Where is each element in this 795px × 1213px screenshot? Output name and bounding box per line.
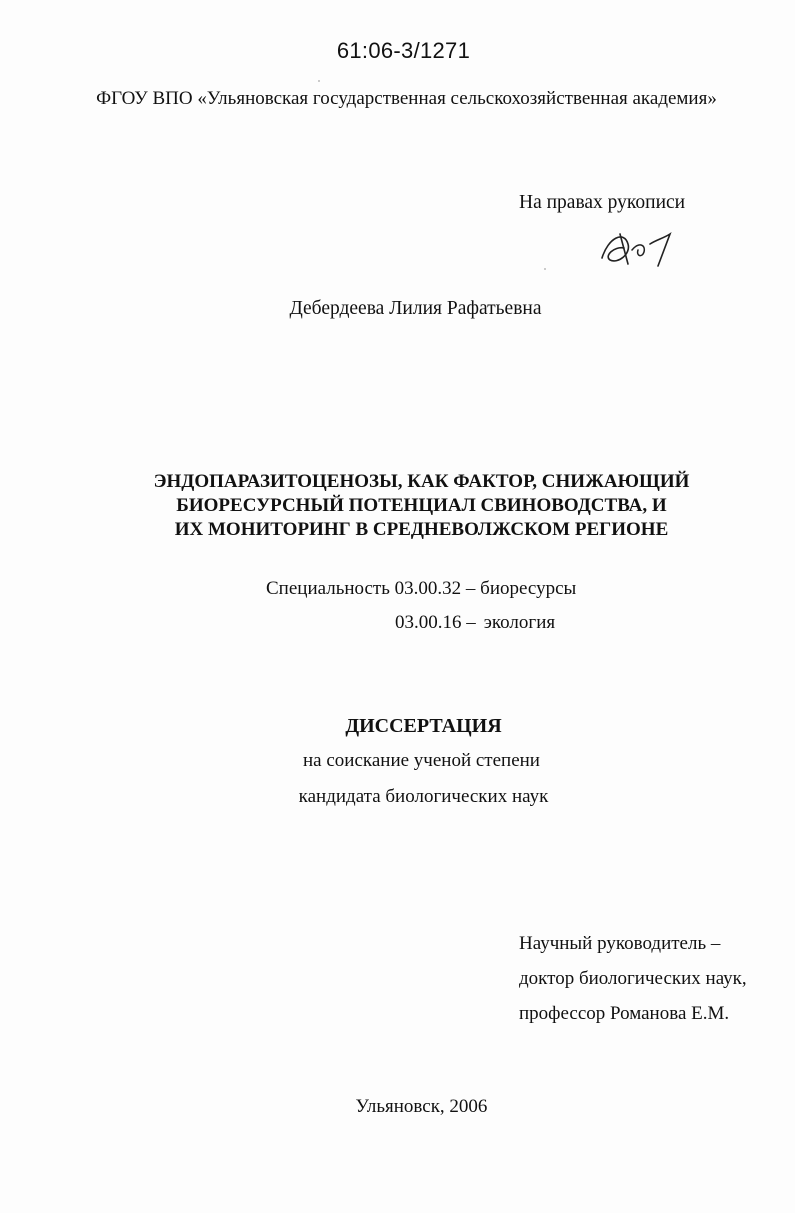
specialty-line-2 <box>395 612 555 634</box>
title-line: ЭНДОПАРАЗИТОЦЕНОЗЫ, КАК ФАКТОР, СНИЖАЮЩИЙ <box>153 471 690 492</box>
specialty-name-2: экология <box>483 612 556 633</box>
catalog-number: 61:06-3/1271 <box>336 38 471 63</box>
scan-speck <box>544 268 546 270</box>
degree-line-2: кандидата биологических наук <box>298 786 549 807</box>
document-type: ДИССЕРТАЦИЯ <box>345 715 502 737</box>
specialty-line-1: Специальность 03.00.32 – биоресурсы <box>266 578 577 599</box>
manuscript-rights-label: На правах рукописи <box>519 192 686 213</box>
scan-speck <box>318 80 320 82</box>
institution-name: ФГОУ ВПО «Ульяновская государственная сельскохозяйственная академия» <box>96 88 717 109</box>
supervisor-line-3: профессор Романова Е.М. <box>519 1003 730 1024</box>
supervisor-line-1: Научный руководитель – <box>519 933 721 954</box>
dissertation-title <box>0 470 795 542</box>
degree-line-1: на соискание ученой степени <box>303 750 540 771</box>
handwritten-signature <box>598 220 678 272</box>
author-name: Дебердеева Лилия Рафатьевна <box>289 298 542 319</box>
title-line: ИХ МОНИТОРИНГ В СРЕДНЕВОЛЖСКОМ РЕГИОНЕ <box>174 519 669 540</box>
supervisor-line-2: доктор биологических наук, <box>519 968 747 989</box>
title-line: БИОРЕСУРСНЫЙ ПОТЕНЦИАЛ СВИНОВОДСТВА, И <box>176 495 667 516</box>
supervisor-block <box>519 926 747 1031</box>
specialty-code-2: 03.00.16 – <box>395 612 476 633</box>
city-year: Ульяновск, 2006 <box>355 1096 488 1117</box>
